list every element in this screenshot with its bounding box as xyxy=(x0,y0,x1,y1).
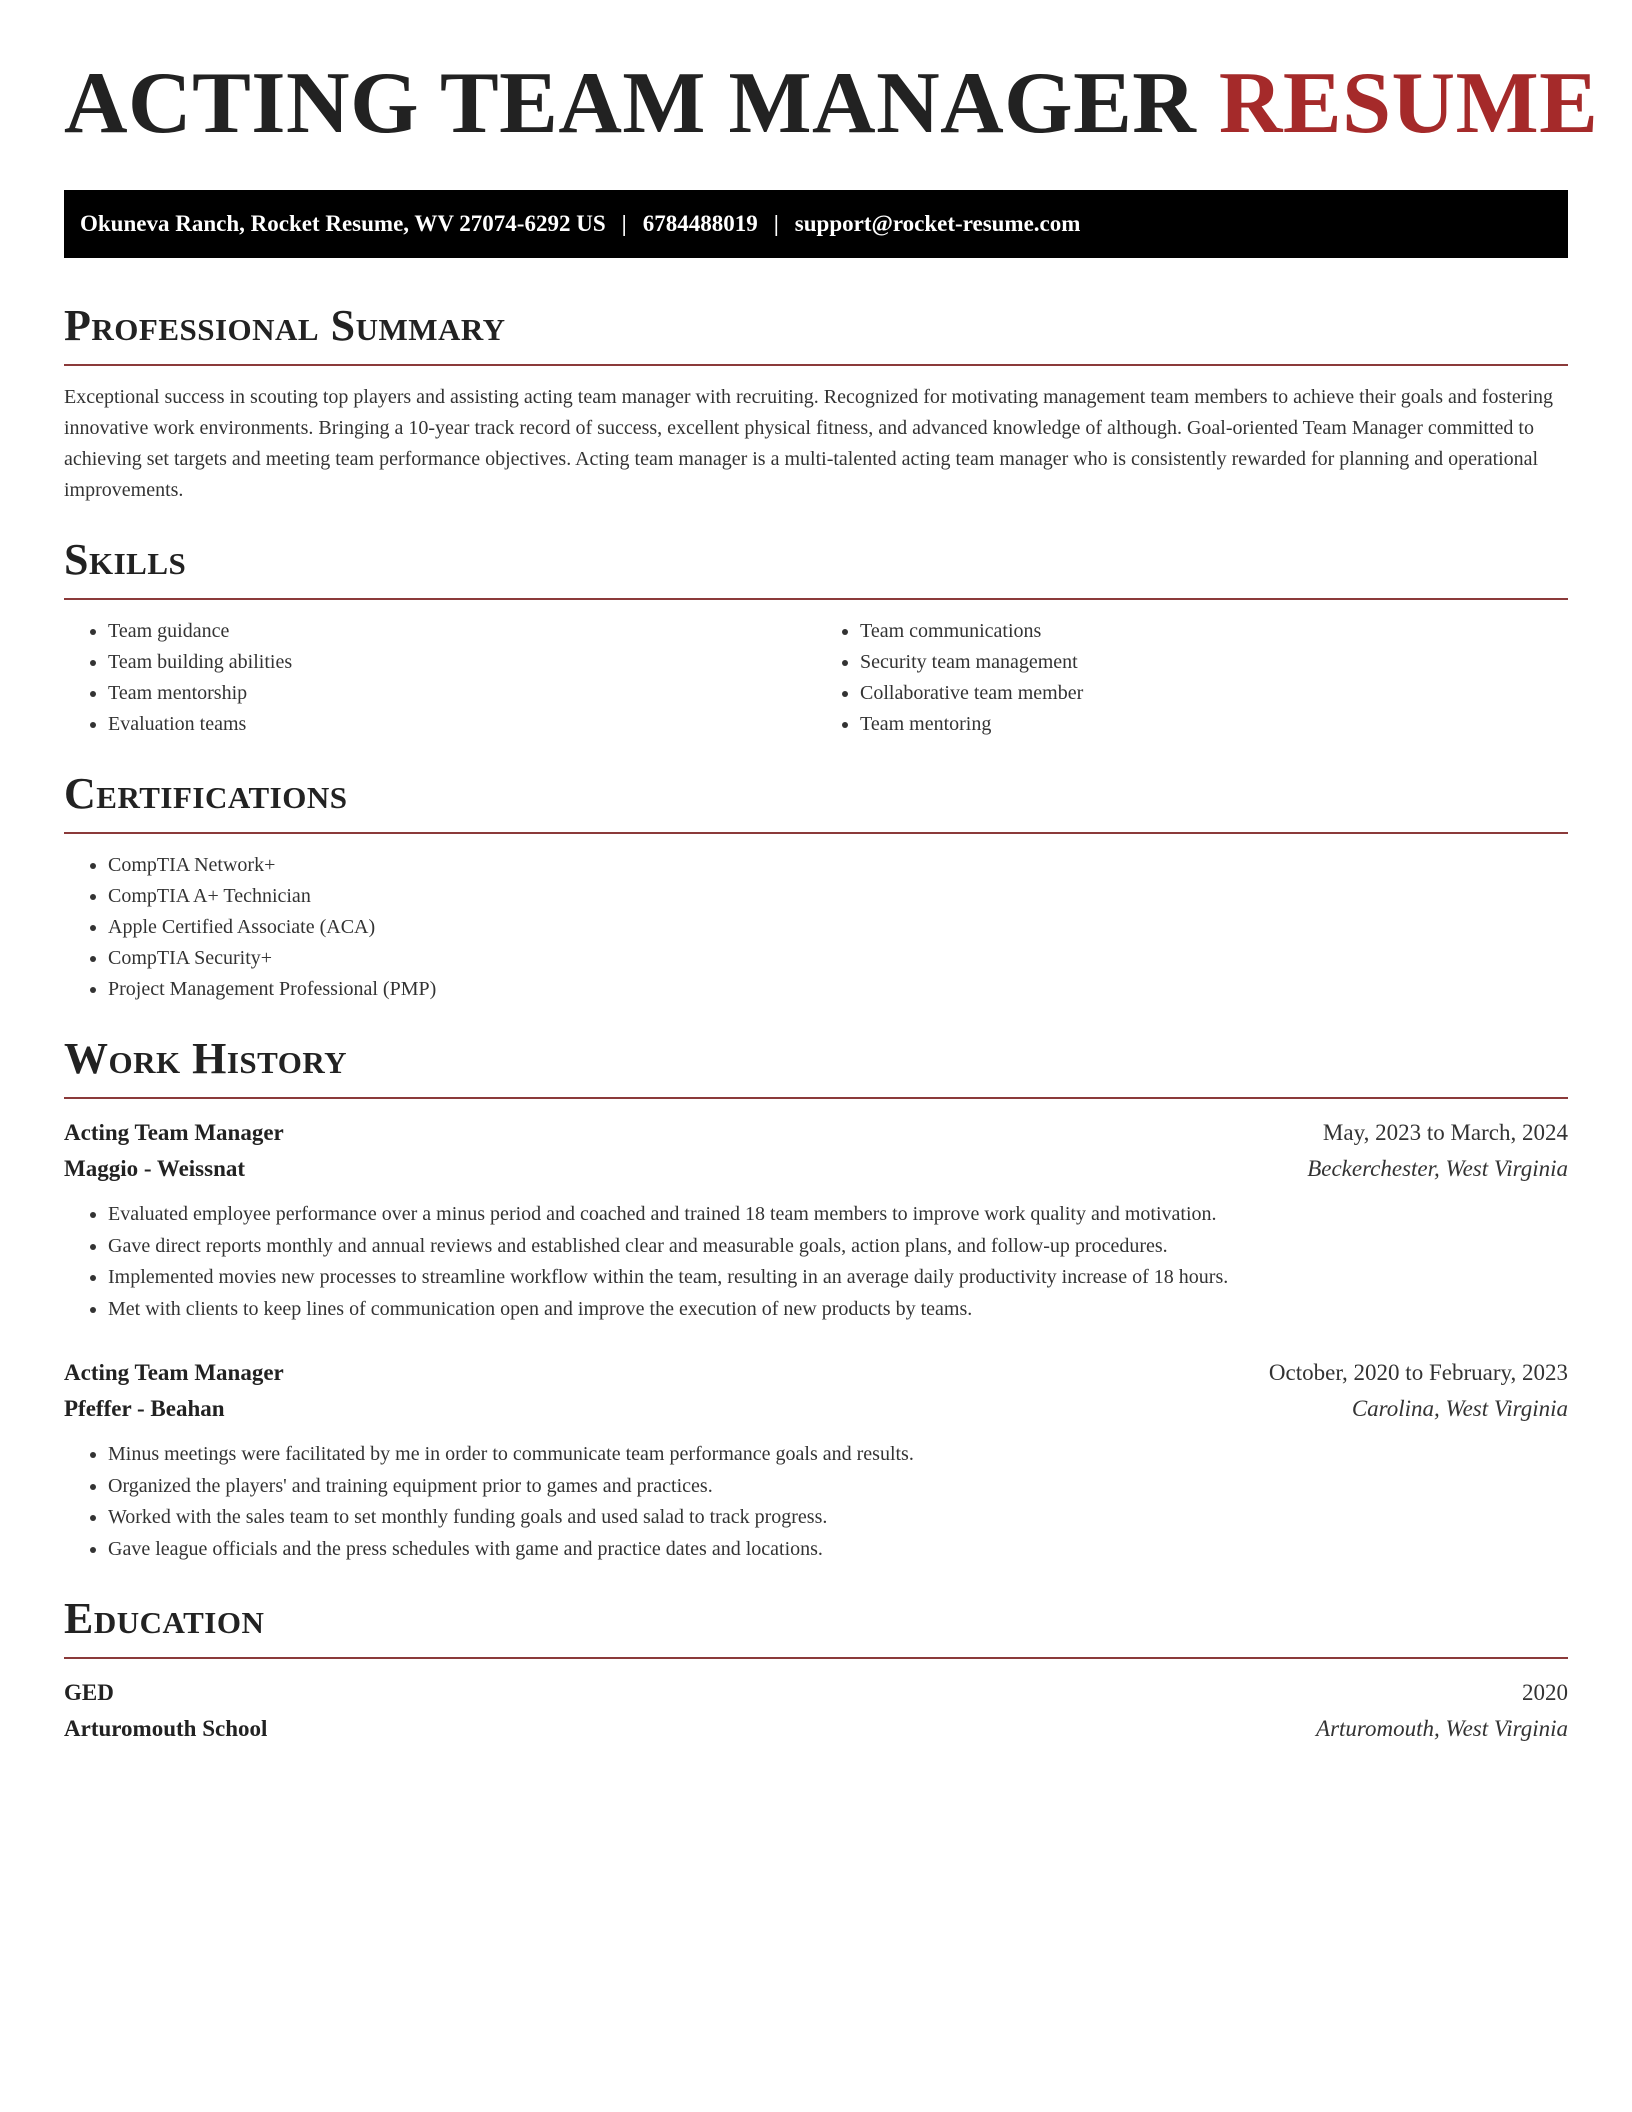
contact-email: support@rocket-resume.com xyxy=(794,211,1081,236)
job-bullet: • Minus meetings were facilitated by me in order to communicate team performance goals and results. xyxy=(108,1439,1568,1471)
job-entry xyxy=(64,1115,1568,1325)
job-company-row xyxy=(64,1151,1568,1187)
skills-list-right xyxy=(816,616,1568,740)
skill-item: • Team communications xyxy=(860,616,1568,647)
job-bullet: • Worked with the sales team to set monthly funding goals and used salad to track progress. xyxy=(108,1502,1568,1534)
job-bullet: • Organized the players' and training equipment prior to games and practices. xyxy=(108,1471,1568,1503)
job-bullet: • Gave league officials and the press schedules with game and practice dates and locations. xyxy=(108,1534,1568,1566)
certification-item: • Apple Certified Associate (ACA) xyxy=(108,912,1568,943)
resume-title xyxy=(64,55,1599,152)
education-year: 2020 xyxy=(1522,1680,1568,1705)
contact-bar xyxy=(64,190,1568,258)
section-divider xyxy=(64,598,1568,600)
contact-phone: 6784488019 xyxy=(642,211,758,236)
job-company-row xyxy=(64,1391,1568,1427)
skills-grid xyxy=(64,616,1568,740)
education-degree-row xyxy=(64,1675,1568,1711)
resume-title-main: ACTING TEAM MANAGER xyxy=(64,55,1197,152)
job-bullets xyxy=(64,1199,1568,1325)
skill-item: • Collaborative team member xyxy=(860,678,1568,709)
contact-address: Okuneva Ranch, Rocket Resume, WV 27074-6292 US xyxy=(80,211,606,236)
skills-section xyxy=(64,536,1568,740)
certifications-heading: Certifications xyxy=(64,769,348,818)
job-dates: May, 2023 to March, 2024 xyxy=(1322,1120,1568,1145)
contact-separator: | xyxy=(773,211,779,236)
certification-item: • Project Management Professional (PMP) xyxy=(108,974,1568,1005)
summary-section xyxy=(64,302,1568,506)
skills-list-left xyxy=(64,616,816,740)
job-bullet: • Met with clients to keep lines of communication open and improve the execution of new products by teams. xyxy=(108,1294,1568,1326)
skill-item: • Team building abilities xyxy=(108,647,816,678)
skill-item: • Team guidance xyxy=(108,616,816,647)
section-divider xyxy=(64,832,1568,834)
education-school-row xyxy=(64,1711,1568,1747)
job-entry xyxy=(64,1355,1568,1565)
job-bullet: • Implemented movies new processes to streamline workflow within the team, resulting in an average daily productivity increase of 18 hours. xyxy=(108,1262,1568,1294)
job-company: Maggio - Weissnat xyxy=(64,1156,246,1181)
certification-item: • CompTIA Security+ xyxy=(108,943,1568,974)
job-location: Carolina, West Virginia xyxy=(1351,1396,1568,1421)
certifications-list xyxy=(64,850,1568,1005)
job-bullets xyxy=(64,1439,1568,1565)
skill-item: • Team mentoring xyxy=(860,709,1568,740)
job-company: Pfeffer - Beahan xyxy=(64,1396,225,1421)
skill-item: • Evaluation teams xyxy=(108,709,816,740)
job-dates: October, 2020 to February, 2023 xyxy=(1268,1360,1568,1385)
skill-item: • Team mentorship xyxy=(108,678,816,709)
certification-item: • CompTIA A+ Technician xyxy=(108,881,1568,912)
job-title: Acting Team Manager xyxy=(64,1360,284,1385)
education-section xyxy=(64,1595,1568,1747)
section-divider xyxy=(64,364,1568,366)
section-divider xyxy=(64,1657,1568,1659)
work-history-section xyxy=(64,1035,1568,1565)
job-header-row xyxy=(64,1115,1568,1151)
job-header-row xyxy=(64,1355,1568,1391)
skills-heading: Skills xyxy=(64,535,187,584)
job-bullet: • Evaluated employee performance over a minus period and coached and trained 18 team members to improve work quality and motivation. xyxy=(108,1199,1568,1231)
summary-text: Exceptional success in scouting top players and assisting acting team manager with recruiting. Recognized for motivating management team members to achieve their goals and fostering innovative work environments. Bringing a 10-year track record of success, excellent physical fitness, and advanced knowledge of although. Goal-oriented Team Manager committed to achieving set targets and meeting team performance objectives. Acting team manager is a multi-talented acting team manager who is consistently rewarded for planning and operational improvements. xyxy=(64,386,1553,501)
work-history-heading: Work History xyxy=(64,1034,348,1083)
summary-heading: Professional Summary xyxy=(64,301,506,350)
job-bullet: • Gave direct reports monthly and annual reviews and established clear and measurable goals, action plans, and follow-up procedures. xyxy=(108,1231,1568,1263)
resume-title-accent: RESUME xyxy=(1218,55,1599,152)
section-divider xyxy=(64,1097,1568,1099)
job-location: Beckerchester, West Virginia xyxy=(1307,1156,1568,1181)
job-title: Acting Team Manager xyxy=(64,1120,284,1145)
contact-separator: | xyxy=(621,211,627,236)
skill-item: • Security team management xyxy=(860,647,1568,678)
education-degree: GED xyxy=(64,1680,114,1705)
certifications-section xyxy=(64,770,1568,1005)
certification-item: • CompTIA Network+ xyxy=(108,850,1568,881)
education-heading: Education xyxy=(64,1594,265,1643)
education-school: Arturomouth School xyxy=(64,1716,268,1741)
education-location: Arturomouth, West Virginia xyxy=(1316,1716,1568,1741)
